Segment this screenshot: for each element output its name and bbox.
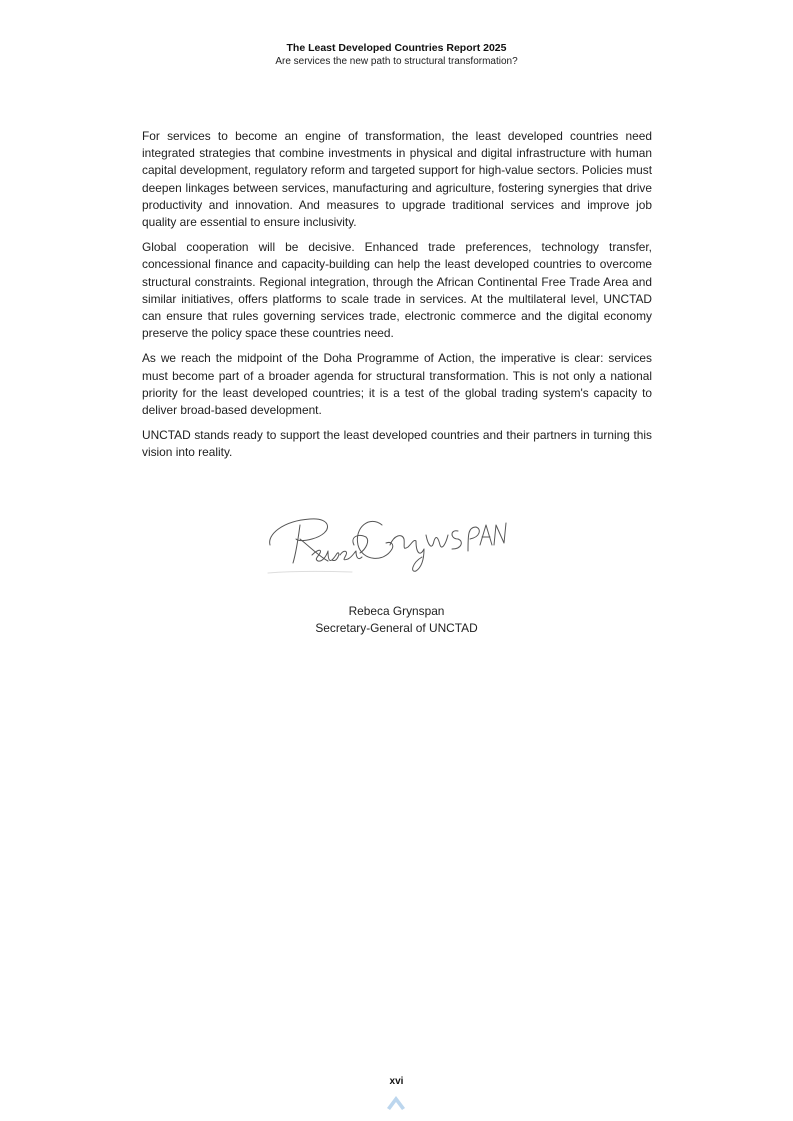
foreword-body — [142, 128, 652, 470]
signer-block — [0, 603, 793, 637]
paragraph: As we reach the midpoint of the Doha Programme of Action, the imperative is clear: services must become part of a broader agenda for structural transformation. This is not only a national priority for the least developed countries; it is a test of the global trading system's capacity to deliver broad-based development. — [142, 351, 652, 418]
page-header — [0, 42, 793, 68]
signer-title: Secretary-General of UNCTAD — [315, 621, 478, 635]
paragraph: For services to become an engine of transformation, the least developed countries need integrated strategies that combine investments in physical and digital infrastructure with human capital development, regulatory reform and targeted support for high-value sectors. Policies must deepen linkages between services, manufacturing and agriculture, fostering synergies that drive productivity and innovation. And measures to upgrade traditional services and improve job quality are essential to ensure inclusivity. — [142, 129, 652, 230]
report-subtitle: Are services the new path to structural transformation? — [275, 56, 518, 67]
signer-name: Rebeca Grynspan — [348, 604, 445, 618]
paragraph: Global cooperation will be decisive. Enhanced trade preferences, technology transfer, concessional finance and capacity-building can help the least developed countries to overcome structural constraints. Regional integration, through the African Continental Free Trade Area and similar initiatives, offers platforms to scale trade in services. At the multilateral level, UNCTAD can ensure that rules governing services trade, electronic commerce and the digital economy preserve the policy space these countries need. — [142, 240, 652, 341]
paragraph: UNCTAD stands ready to support the least developed countries and their partners in turning this vision into reality. — [142, 428, 652, 460]
handwritten-signature — [262, 505, 512, 585]
chevron-up-icon[interactable] — [385, 1090, 407, 1112]
report-title: The Least Developed Countries Report 2025 — [286, 42, 507, 54]
page-number: xvi — [389, 1076, 404, 1087]
